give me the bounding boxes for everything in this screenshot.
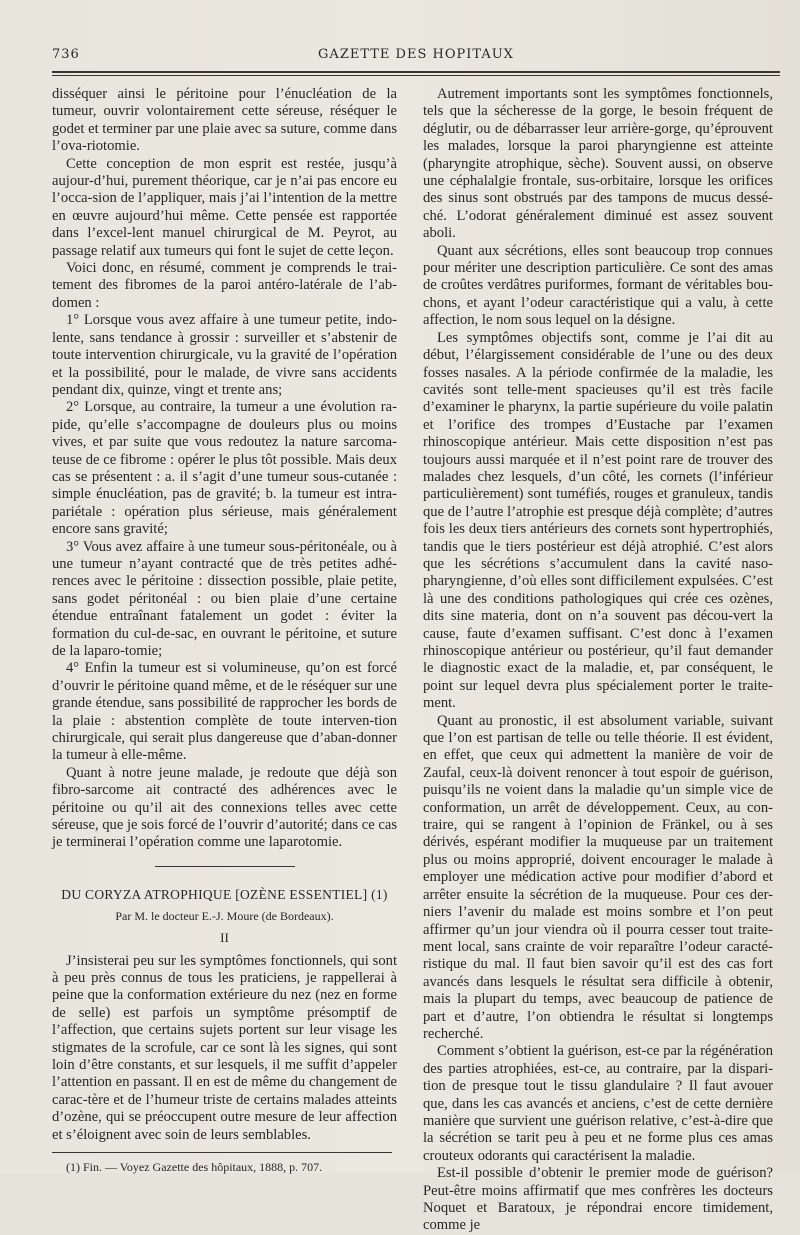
page-header xyxy=(52,47,780,67)
paragraph: 2° Lorsque, au contraire, la tumeur a une évolution ra-pide, qu’elle s’accompagne de douleurs plus ou moins vives, et par suite que vous redoutez la nature sarcoma-teuse de ce fibrome : opérer le plus tôt possible. Mais deux cas se présentent : a. il s’agit d’une tumeur sous-cutanée : simple énucléation, pas de gravité; b. la tumeur est intra-pariétale : opération plus sérieuse, mais généralement encore sans gravité; xyxy=(52,399,397,538)
paragraph: 4° Enfin la tumeur est si volumineuse, qu’on est forcé d’ouvrir le péritoine quand même, et de le réséquer sur une grande étendue, sans possibilité de rapprocher les bords de la plaie : abstention complète de toute interven-tion chirurgicale, qui serait plus dangereuse que d’aban-donner la tumeur à elle-même. xyxy=(52,660,397,764)
page-number: 736 xyxy=(52,47,80,62)
article-byline: Par M. le docteur E.-J. Moure (de Bordeaux). xyxy=(115,908,334,923)
footnote-rule xyxy=(52,1152,392,1153)
paragraph: Comment s’obtient la guérison, est-ce par la régénération des parties atrophiées, est-ce, au contraire, par la dispari-tion de presque tout le tissu glandulaire ? Il faut avouer que, dans les cas avancés et anciens, c’est de cette dernière manière que survient une guérison relative, c’est-à-dire que la sécrétion se tarit peu à peu et ne forme plus ces amas crouteux odorants qui caractérisent la maladie. xyxy=(423,1043,773,1164)
journal-title: GAZETTE DES HOPITAUX xyxy=(318,47,514,62)
paragraph: 1° Lorsque vous avez affaire à une tumeur petite, indo-lente, sans tendance à grossir : surveiller et s’abstenir de toute intervention chirurgicale, vu la gravité de l’opération et la possibilité, pour le malade, de vivre sans accidents pendant dix, quinze, vingt et trente ans; xyxy=(52,312,397,398)
paragraph: Autrement importants sont les symptômes fonctionnels, tels que la sécheresse de la gorge, le besoin fréquent de déglutir, ou de débarrasser leur arrière-gorge, qu’éprouvent les malades, lorsque la paroi pharyngienne est atteinte (pharyngite atrophique, sèche). Souvent aussi, on observe une céphalalgie frontale, sus-orbitaire, lorsque les orifices des sinus sont obstrués par des tampons de mucus dessé-ché. L’odorat généralement diminué est assez souvent aboli. xyxy=(423,86,773,242)
paragraph: 3° Vous avez affaire à une tumeur sous-péritonéale, ou à une tumeur n’ayant contracté que de très petites adhé-rences avec le péritoine : dissection possible, plaie petite, sans godet péritonéal : ou bien plaie d’une certaine étendue entraînant fatalement un godet : éviter la formation du cul-de-sac, en ouvrant le péritoine, et suture de la laparo-tomie; xyxy=(52,538,397,659)
paragraph: Est-il possible d’obtenir le premier mode de guérison? Peut-être moins affirmatif que mes confrères les docteurs Noquet et Baratoux, je répondrai encore timidement, comme je xyxy=(423,1165,773,1234)
footnote: (1) Fin. — Voyez Gazette des hôpitaux, 1888, p. 707. xyxy=(66,1159,323,1174)
header-rule xyxy=(52,71,780,73)
header-rule-thin xyxy=(52,75,780,76)
paragraph: J’insisterai peu sur les symptômes fonctionnels, qui sont à peu près connus de tous les praticiens, je rappellerai à peine que la conformation extérieure du nez (nez en forme de selle) est parfois un symptôme présomptif de l’affection, que certains sujets portent sur leur visage les stigmates de la scrofule, car ce sont là les signes, qui sont loin d’être constants, et sur lesquels, il me suffit d’appeler l’attention en passant. Il en est de même du changement de carac-tère et de l’humeur triste de certains malades atteints d’ozène, qui se préoccupent outre mesure de leur affection et s’éloignent avec soin de leurs semblables. xyxy=(52,952,397,1143)
paragraph: disséquer ainsi le péritoine pour l’énucléation de la tumeur, ouvrir volontairement cette séreuse, réséquer le godet et terminer par une plaie avec sa suture, comme dans l’ova-riotomie. xyxy=(52,86,397,155)
paragraph: Quant aux sécrétions, elles sont beaucoup trop connues pour mériter une description particulière. Ce sont des amas de croûtes verdâtres puriformes, formant de véritables bou-chons, et ayant l’odeur caractéristique qui a valu, à cette affection, le nom sous lequel on la désigne. xyxy=(423,242,773,329)
paragraph: Cette conception de mon esprit est restée, jusqu’à aujour-d’hui, purement théorique, car je n’ai pas encore eu l’occa-sion de l’appliquer, mais j’ai l’intention de la mettre en œuvre aujourd’hui même. Cette pensée est rapportée dans l’excel-lent manuel chirurgical de M. Peyrot, au passage relatif aux tumeurs qui font le sujet de cette leçon. xyxy=(52,155,397,259)
article-title: DU CORYZA ATROPHIQUE [OZÈNE ESSENTIEL] (1) xyxy=(61,887,388,903)
paragraph: Quant à notre jeune malade, je redoute que déjà son fibro-sarcome ait contracté des adhérences avec le péritoine ou qu’il ait des connexions telles avec cette séreuse, que je sois forcé de l’ouvrir d’autorité; dans ce cas je terminerai l’opération comme une laparotomie. xyxy=(52,764,397,851)
paragraph: Les symptômes objectifs sont, comme je l’ai dit au début, l’élargissement considérable de l’une ou des deux fosses nasales. A la période confirmée de la maladie, les cavités sont telle-ment spacieuses qu’il est très facile d’examiner le pharynx, la partie supérieure du voile palatin et l’orifice des trompes d’Eustache par l’examen rhinoscopique antérieur. Mais cette disposition n’est pas toujours aussi marquée et il n’est point rare de trouver des malades chez lesquels, d’un côté, les cornets (l’inférieur particulièrement) sont tuméfiés, rouges et granuleux, tandis que de l’autre l’atrophie est presque déjà complète; d’autres fois les deux tiers antérieurs des cornets sont hypertrophiés, tandis que le tiers postérieur est déjà atrophié. C’est alors que les sécrétions s’accumulent dans la cavité naso-pharyngienne, d’où elles sont difficilement expulsées. C’est là une des conditions pathologiques qui crée ces ozènes, dits sine materia, dont on n’a souvent pas décou-vert la cause, faute d’examen suffisant. C’est donc à l’examen rhinoscopique antérieur ou postérieur, qu’il faut demander le diagnostic exact de la maladie, et, par conséquent, le point sur lequel devra plus spécialement porter le traite-ment. xyxy=(423,329,773,712)
right-column xyxy=(423,86,773,1235)
paragraph: Voici donc, en résumé, comment je comprends le trai-tement des fibromes de la paroi antéro-latérale de l’ab-domen : xyxy=(52,260,397,311)
section-divider xyxy=(52,859,397,876)
paragraph: Quant au pronostic, il est absolument variable, suivant que l’on est partisan de telle ou telle théorie. Il est évident, en effet, que ceux qui admettent la manière de voir de Zaufal, ceux-là doivent renoncer à tout espoir de guérison, puisqu’ils ne voient dans la maladie qu’un simple vice de conformation, un arrêt de développement. Ceux, au con-traire, qui se rangent à l’opinion de Fränkel, ou à ses dérivés, espérant modifier la muqueuse par un traitement plus ou moins approprié, doivent encourager le malade à employer une médication active pour modifier d’abord et arrêter ensuite la sécrétion de la muqueuse. Pour ces der-niers l’avenir du malade est moins sombre et l’on peut affirmer qu’un jour viendra où il pourra cesser tout traite-ment local, sans crainte de voir reparaître l’odeur caracté-ristique du mal. Il faut bien savoir qu’il est des cas fort avancés dans lesquels le résultat sera difficile à obtenir, mais la plupart du temps, avec beaucoup de patience de part et d’autre, l’on obtiendra le résultat si longtemps recherché. xyxy=(423,712,773,1042)
left-column xyxy=(52,86,397,1176)
part-number: II xyxy=(220,930,229,946)
